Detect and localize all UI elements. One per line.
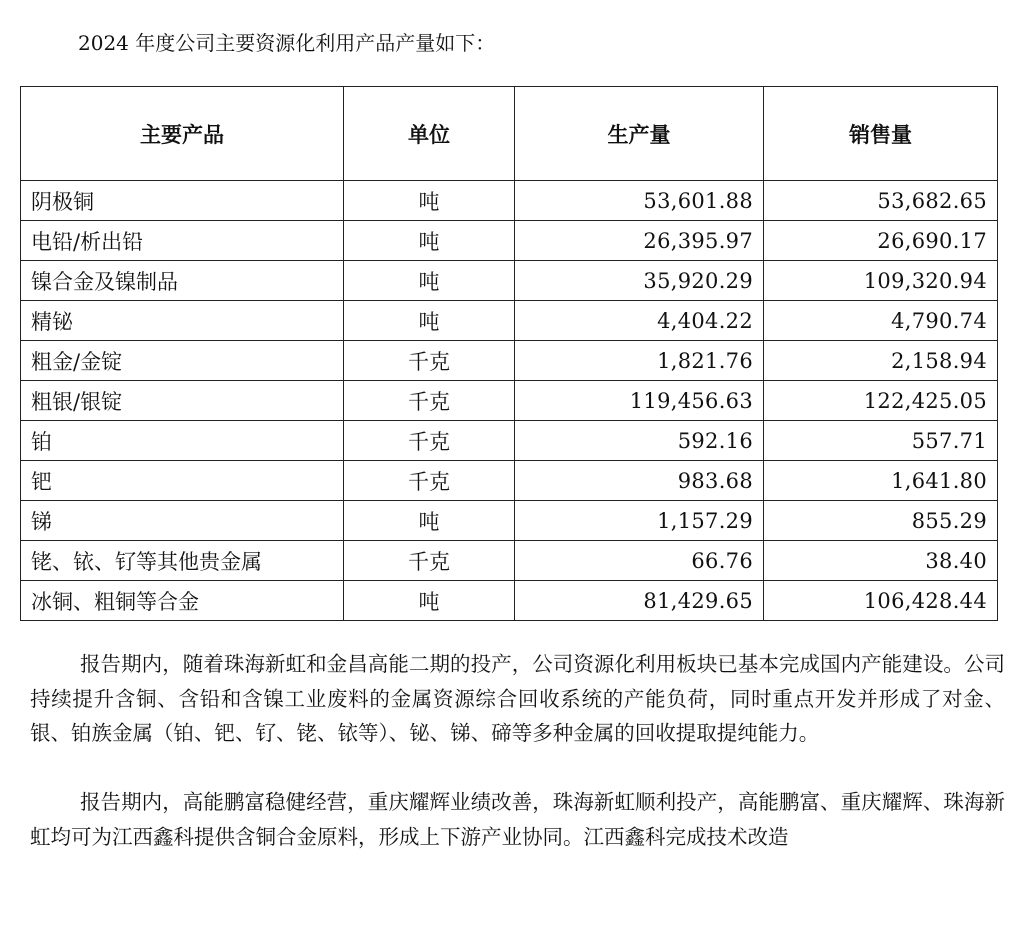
cell-sales: 122,425.05 <box>764 381 998 421</box>
table-row <box>21 261 998 301</box>
cell-unit: 千克 <box>344 341 515 381</box>
cell-product: 钯 <box>21 461 344 501</box>
cell-unit: 吨 <box>344 581 515 621</box>
cell-product: 阴极铜 <box>21 181 344 221</box>
cell-product: 精铋 <box>21 301 344 341</box>
cell-unit: 千克 <box>344 461 515 501</box>
cell-product: 镍合金及镍制品 <box>21 261 344 301</box>
cell-production: 983.68 <box>515 461 764 501</box>
cell-product: 铑、铱、钌等其他贵金属 <box>21 541 344 581</box>
cell-unit: 吨 <box>344 181 515 221</box>
body-paragraph-recycling-capacity: 报告期内，随着珠海新虹和金昌高能二期的投产，公司资源化利用板块已基本完成国内产能建设。公司持续提升含铜、含铅和含镍工业废料的金属资源综合回收系统的产能负荷，同时重点开发并形成了对金、银、铂族金属（铂、钯、钌、铑、铱等）、铋、锑、碲等多种金属的回收提取提纯能力。 <box>30 652 1005 745</box>
cell-product: 冰铜、粗铜等合金 <box>21 581 344 621</box>
table-row <box>21 541 998 581</box>
cell-product: 粗银/银锭 <box>21 381 344 421</box>
table-row <box>21 341 998 381</box>
body-paragraph-synergy: 报告期内，高能鹏富稳健经营，重庆耀辉业绩改善，珠海新虹顺利投产，高能鹏富、重庆耀辉、珠海新虹均可为江西鑫科提供含铜合金原料，形成上下游产业协同。江西鑫科完成技术改造 <box>30 790 1005 849</box>
cell-unit: 千克 <box>344 421 515 461</box>
cell-unit: 吨 <box>344 221 515 261</box>
cell-sales: 855.29 <box>764 501 998 541</box>
cell-unit: 吨 <box>344 501 515 541</box>
cell-production: 4,404.22 <box>515 301 764 341</box>
cell-sales: 557.71 <box>764 421 998 461</box>
resource-products-table <box>20 86 998 621</box>
cell-product: 电铅/析出铅 <box>21 221 344 261</box>
table-row <box>21 181 998 221</box>
cell-production: 592.16 <box>515 421 764 461</box>
cell-sales: 4,790.74 <box>764 301 998 341</box>
cell-sales: 38.40 <box>764 541 998 581</box>
table-row <box>21 301 998 341</box>
cell-production: 35,920.29 <box>515 261 764 301</box>
cell-production: 26,395.97 <box>515 221 764 261</box>
header-unit: 单位 <box>344 87 515 181</box>
cell-product: 粗金/金锭 <box>21 341 344 381</box>
table-row <box>21 381 998 421</box>
cell-unit: 吨 <box>344 261 515 301</box>
table-intro-text: 2024 年度公司主要资源化利用产品产量如下： <box>78 31 496 55</box>
table-row <box>21 581 998 621</box>
table-row <box>21 501 998 541</box>
cell-sales: 26,690.17 <box>764 221 998 261</box>
cell-unit: 千克 <box>344 381 515 421</box>
table-header-row <box>21 87 998 181</box>
cell-sales: 53,682.65 <box>764 181 998 221</box>
cell-unit: 千克 <box>344 541 515 581</box>
cell-production: 1,157.29 <box>515 501 764 541</box>
cell-product: 锑 <box>21 501 344 541</box>
header-sales: 销售量 <box>764 87 998 181</box>
cell-sales: 1,641.80 <box>764 461 998 501</box>
cell-sales: 109,320.94 <box>764 261 998 301</box>
cell-production: 81,429.65 <box>515 581 764 621</box>
header-production: 生产量 <box>515 87 764 181</box>
table-row <box>21 221 998 261</box>
header-product: 主要产品 <box>21 87 344 181</box>
cell-unit: 吨 <box>344 301 515 341</box>
cell-sales: 106,428.44 <box>764 581 998 621</box>
cell-production: 119,456.63 <box>515 381 764 421</box>
cell-product: 铂 <box>21 421 344 461</box>
table-row <box>21 461 998 501</box>
cell-production: 66.76 <box>515 541 764 581</box>
cell-production: 53,601.88 <box>515 181 764 221</box>
table-row <box>21 421 998 461</box>
cell-sales: 2,158.94 <box>764 341 998 381</box>
cell-production: 1,821.76 <box>515 341 764 381</box>
